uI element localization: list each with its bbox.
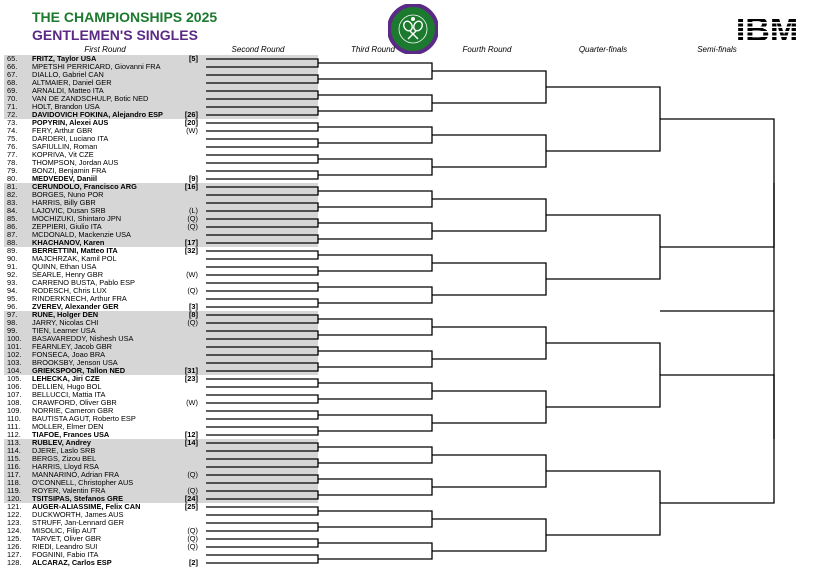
draw-position: 107. (7, 390, 22, 399)
player-seed: [14] (184, 438, 198, 447)
player-name: MAJCHRZAK, Kamil POL (32, 254, 117, 263)
match-bracket (318, 287, 432, 303)
player-name: DAVIDOVICH FOKINA, Alejandro ESP (32, 110, 163, 119)
player-name: FRITZ, Taylor USA (32, 54, 97, 63)
match-bracket (318, 415, 432, 431)
draw-position: 104. (7, 366, 22, 375)
player-name: DJERE, Laslo SRB (32, 446, 96, 455)
match-bracket (546, 215, 660, 279)
match-bracket (432, 455, 546, 487)
match-bracket (546, 87, 660, 151)
round-heading: Quarter-finals (578, 45, 628, 54)
draw-position: 105. (7, 374, 22, 383)
match-bracket (206, 427, 318, 435)
player-name: CRAWFORD, Oliver GBR (32, 398, 117, 407)
match-bracket (206, 267, 318, 275)
draw-position: 109. (7, 406, 22, 415)
draw-position: 69. (7, 86, 18, 95)
player-name: FERY, Arthur GBR (32, 126, 93, 135)
player-name: CERUNDOLO, Francisco ARG (32, 182, 137, 191)
draw-position: 103. (7, 358, 22, 367)
player-name: MANNARINO, Adrian FRA (32, 470, 120, 479)
draw-position: 119. (7, 486, 21, 495)
player-name: DELLIEN, Hugo BOL (32, 382, 102, 391)
draw-position: 78. (7, 158, 18, 167)
player-name: CARRENO BUSTA, Pablo ESP (32, 278, 135, 287)
match-bracket (318, 543, 432, 559)
draw-position: 122. (7, 510, 22, 519)
match-bracket (318, 255, 432, 271)
player-name: KHACHANOV, Karen (32, 238, 105, 247)
draw-position: 68. (7, 78, 18, 87)
draw-position: 118. (7, 478, 21, 487)
player-name: QUINN, Ethan USA (32, 262, 97, 271)
draw-position: 106. (7, 382, 22, 391)
match-bracket (206, 155, 318, 163)
player-seed: [9] (188, 174, 198, 183)
player-seed: [26] (184, 110, 198, 119)
player-name: LEHECKA, Jiri CZE (32, 374, 100, 383)
draw-position: 82. (7, 190, 18, 199)
player-name: ZEPPIERI, Giulio ITA (32, 222, 102, 231)
player-seed: [23] (184, 374, 198, 383)
draw-position: 115. (7, 454, 21, 463)
player-seed: (W) (186, 270, 198, 279)
player-seed: (Q) (187, 222, 198, 231)
player-name: STRUFF, Jan-Lennard GER (32, 518, 125, 527)
match-bracket (318, 223, 432, 239)
player-seed: (Q) (187, 542, 198, 551)
player-seed: [17] (184, 238, 198, 247)
player-seed: [5] (188, 54, 198, 63)
draw-position: 114. (7, 446, 21, 455)
player-seed: (Q) (187, 486, 198, 495)
draw-position: 102. (7, 350, 22, 359)
draw-position: 92. (7, 270, 18, 279)
match-bracket (318, 127, 432, 143)
draw-position: 88. (7, 238, 18, 247)
match-bracket (318, 63, 432, 79)
match-bracket (206, 523, 318, 531)
round-heading: First Round (84, 45, 126, 54)
player-name: MCDONALD, Mackenzie USA (32, 230, 131, 239)
match-bracket (206, 507, 318, 515)
draw-position: 76. (7, 142, 18, 151)
player-name: MPETSHI PERRICARD, Giovanni FRA (32, 62, 161, 71)
draw-position: 89. (7, 246, 18, 255)
draw-position: 93. (7, 278, 18, 287)
player-seed: [16] (184, 182, 198, 191)
player-name: HOLT, Brandon USA (32, 102, 100, 111)
player-name: NORRIE, Cameron GBR (32, 406, 114, 415)
row-shade (206, 183, 318, 247)
player-seed: [25] (184, 502, 198, 511)
player-seed: (Q) (187, 214, 198, 223)
draw-position: 97. (7, 310, 18, 319)
player-seed: [12] (184, 430, 198, 439)
round-heading: Fourth Round (462, 45, 512, 54)
match-bracket (432, 391, 546, 423)
draw-position: 87. (7, 230, 18, 239)
player-name: TARVET, Oliver GBR (32, 534, 102, 543)
player-name: ALTMAIER, Daniel GER (32, 78, 112, 87)
draw-position: 112. (7, 430, 21, 439)
match-bracket (318, 511, 432, 527)
draw-position: 67. (7, 70, 18, 79)
draw-position: 126. (7, 542, 22, 551)
draw-position: 74. (7, 126, 18, 135)
player-name: VAN DE ZANDSCHULP, Botic NED (32, 94, 149, 103)
match-bracket (318, 351, 432, 367)
draw-position: 111. (7, 422, 21, 431)
draw-position: 99. (7, 326, 18, 335)
match-bracket (206, 139, 318, 147)
draw-position: 125. (7, 534, 22, 543)
row-shade (206, 439, 318, 503)
player-name: RINDERKNECH, Arthur FRA (32, 294, 127, 303)
match-bracket (206, 171, 318, 179)
player-name: HARRIS, Billy GBR (32, 198, 96, 207)
player-seed: (Q) (187, 318, 198, 327)
player-name: HARRIS, Lloyd RSA (32, 462, 99, 471)
draw-position: 116. (7, 462, 21, 471)
player-name: FONSECA, Joao BRA (32, 350, 106, 359)
player-name: DUCKWORTH, James AUS (32, 510, 124, 519)
draw-position: 71. (7, 102, 18, 111)
player-name: DIALLO, Gabriel CAN (32, 70, 104, 79)
player-seed: (Q) (187, 526, 198, 535)
player-name: FOGNINI, Fabio ITA (32, 550, 99, 559)
match-bracket (318, 447, 432, 463)
match-bracket (432, 199, 546, 231)
player-name: POPYRIN, Alexei AUS (32, 118, 109, 127)
draw-position: 128. (7, 558, 22, 567)
player-seed: (W) (186, 126, 198, 135)
match-bracket (318, 191, 432, 207)
player-seed: [2] (188, 558, 198, 567)
draw-position: 117. (7, 470, 21, 479)
player-name: BORGES, Nuno POR (32, 190, 104, 199)
match-bracket (432, 327, 546, 359)
match-bracket (318, 383, 432, 399)
player-name: ARNALDI, Matteo ITA (32, 86, 104, 95)
draw-position: 110. (7, 414, 21, 423)
draw-position: 113. (7, 438, 21, 447)
player-seed: [24] (184, 494, 198, 503)
draw-position: 91. (7, 262, 18, 271)
player-name: O'CONNELL, Christopher AUS (32, 478, 134, 487)
match-bracket (206, 539, 318, 547)
draw-position: 98. (7, 318, 18, 327)
match-bracket (206, 411, 318, 419)
player-name: TIAFOE, Frances USA (32, 430, 110, 439)
player-name: BERRETTINI, Matteo ITA (32, 246, 118, 255)
draw-position: 79. (7, 166, 18, 175)
player-name: RODESCH, Chris LUX (32, 286, 107, 295)
player-name: MISOLIC, Filip AUT (32, 526, 97, 535)
event-title: THE CHAMPIONSHIPS 2025 (32, 9, 218, 25)
player-name: ALCARAZ, Carlos ESP (32, 558, 112, 567)
player-name: TIEN, Learner USA (32, 326, 96, 335)
player-seed: (Q) (187, 286, 198, 295)
player-name: BROOKSBY, Jenson USA (32, 358, 118, 367)
player-seed: [20] (184, 118, 198, 127)
row-shade (206, 311, 318, 375)
match-bracket (546, 343, 660, 407)
player-name: AUGER-ALIASSIME, Felix CAN (32, 502, 141, 511)
draw-position: 85. (7, 214, 18, 223)
draw-position: 65. (7, 54, 18, 63)
draw-position: 81. (7, 182, 18, 191)
draw-position: 84. (7, 206, 18, 215)
draw-position: 83. (7, 198, 18, 207)
draw-position: 123. (7, 518, 22, 527)
draw-position: 75. (7, 134, 18, 143)
player-name: BELLUCCI, Mattia ITA (32, 390, 106, 399)
match-bracket (206, 379, 318, 387)
match-bracket (318, 95, 432, 111)
draw-position: 96. (7, 302, 18, 311)
player-name: ROYER, Valentin FRA (32, 486, 106, 495)
player-name: BERGS, Zizou BEL (32, 454, 97, 463)
draw-position: 73. (7, 118, 18, 127)
match-bracket (318, 319, 432, 335)
player-seed: (Q) (187, 534, 198, 543)
match-bracket (206, 299, 318, 307)
row-shade (206, 55, 318, 119)
player-name: MOCHIZUKI, Shintaro JPN (32, 214, 122, 223)
draw-position: 127. (7, 550, 22, 559)
draw-position: 72. (7, 110, 18, 119)
round-heading: Second Round (231, 45, 285, 54)
match-bracket (318, 159, 432, 175)
player-name: DARDERI, Luciano ITA (32, 134, 109, 143)
player-name: THOMPSON, Jordan AUS (32, 158, 119, 167)
player-seed: [32] (184, 246, 198, 255)
player-name: JARRY, Nicolas CHI (32, 318, 99, 327)
draw-position: 100. (7, 334, 22, 343)
player-name: RIEDI, Leandro SUI (32, 542, 98, 551)
match-bracket (206, 283, 318, 291)
draw-position: 124. (7, 526, 22, 535)
player-seed: (Q) (187, 470, 198, 479)
ibm-logo-text: IBM (735, 11, 799, 46)
player-name: GRIEKSPOOR, Tallon NED (32, 366, 126, 375)
player-seed: (W) (186, 398, 198, 407)
draw-position: 90. (7, 254, 18, 263)
match-bracket (432, 519, 546, 551)
player-seed: (L) (188, 206, 198, 215)
draw-position: 70. (7, 94, 18, 103)
player-seed: [3] (188, 302, 198, 311)
round-heading: Third Round (350, 45, 396, 54)
player-name: BONZI, Benjamin FRA (32, 166, 107, 175)
match-bracket (432, 263, 546, 295)
draw-position: 95. (7, 294, 18, 303)
match-bracket (432, 135, 546, 167)
draw-position: 108. (7, 398, 22, 407)
draw-position: 86. (7, 222, 18, 231)
player-name: SEARLE, Henry GBR (32, 270, 104, 279)
player-seed: [8] (188, 310, 198, 319)
match-bracket (546, 471, 660, 535)
draw-position: 121. (7, 502, 22, 511)
round-heading: Semi-finals (697, 45, 737, 54)
draw-position: 101. (7, 342, 22, 351)
player-name: SAFIULLIN, Roman (32, 142, 98, 151)
event-subtitle: GENTLEMEN'S SINGLES (32, 27, 198, 43)
player-name: BASAVAREDDY, Nishesh USA (32, 334, 134, 343)
match-bracket (206, 251, 318, 259)
player-name: BAUTISTA AGUT, Roberto ESP (32, 414, 136, 423)
draw-position: 77. (7, 150, 18, 159)
player-name: RUBLEV, Andrey (32, 438, 92, 447)
player-name: LAJOVIC, Dusan SRB (32, 206, 106, 215)
player-name: TSITSIPAS, Stefanos GRE (32, 494, 124, 503)
player-name: ZVEREV, Alexander GER (32, 302, 119, 311)
player-seed: [31] (184, 366, 198, 375)
match-bracket (206, 395, 318, 403)
match-bracket (660, 119, 774, 247)
match-bracket (318, 479, 432, 495)
draw-position: 94. (7, 286, 18, 295)
player-name: FEARNLEY, Jacob GBR (32, 342, 112, 351)
match-bracket (660, 375, 774, 503)
player-name: MOLLER, Elmer DEN (32, 422, 104, 431)
draw-position: 66. (7, 62, 18, 71)
player-name: RUNE, Holger DEN (32, 310, 99, 319)
player-name: MEDVEDEV, Daniil (32, 174, 98, 183)
match-bracket (206, 555, 318, 563)
match-bracket (432, 71, 546, 103)
match-bracket (206, 123, 318, 131)
draw-position: 120. (7, 494, 22, 503)
player-name: KOPRIVA, Vit CZE (32, 150, 94, 159)
draw-position: 80. (7, 174, 18, 183)
